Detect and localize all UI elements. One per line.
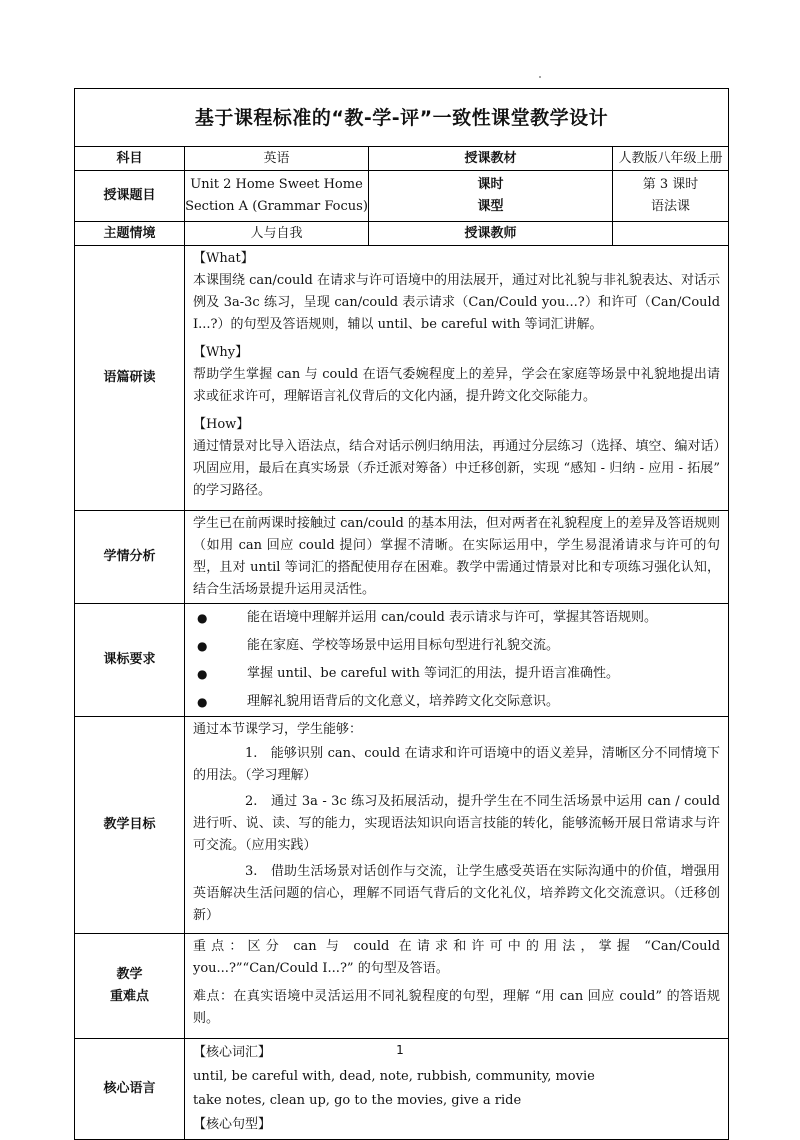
what-heading: 【What】 [193,251,254,266]
analysis-content [185,246,729,511]
scan-dot [539,76,541,78]
period-type-label [369,171,613,222]
keypoints-content [185,934,729,1039]
topic-value [185,171,369,222]
topic-label: 授课题目 [75,171,185,222]
topic-line-1: Unit 2 Home Sweet Home [190,177,363,192]
topic-line-2: Section A (Grammar Focus) [185,199,368,214]
standards-item: ● 能在家庭、学校等场景中运用目标句型进行礼貌交流。 [193,632,720,660]
standards-item: ● 能在语境中理解并运用 can/could 表示请求与许可，掌握其答语规则。 [193,604,720,632]
vocab-heading: 【核心词汇】 [193,1045,272,1060]
period-type-value [613,171,729,222]
subject-label: 科目 [75,147,185,171]
objective-item: 1. 能够识别 can、could 在请求和许可语境中的语义差异，清晰区分不同情境下的用法。（学习理解） [193,746,721,783]
standards-list [185,604,729,717]
keypoints-label [75,934,185,1039]
textbook-label: 授课教材 [369,147,613,171]
type-label: 课型 [477,199,504,214]
objective-item: 3. 借助生活场景对话创作与交流，让学生感受英语在实际沟通中的价值，增强用英语解决生活问题的信心，理解不同语气背后的文化礼仪，培养跨文化交流意识。（迁移创新） [193,864,721,923]
bullet-icon: ● [197,695,208,709]
teacher-label: 授课教师 [369,222,613,246]
page-number: 1 [396,1043,404,1057]
difficult-point-text: 难点：在真实语境中灵活运用不同礼貌程度的句型，理解 “用 can 回应 could” 的答语规则。 [193,989,721,1026]
theme-value: 人与自我 [185,222,369,246]
page-title: 基于课程标准的“教-学-评”一致性课堂教学设计 [75,89,729,147]
language-label: 核心语言 [75,1039,185,1140]
vocab-line: until, be careful with, dead, note, rubbish, community, movie [193,1069,595,1084]
objectives-label: 教学目标 [75,717,185,934]
objectives-intro: 通过本节课学习，学生能够： [193,722,363,737]
teacher-value [613,222,729,246]
what-text: 本课围绕 can/could 在请求与许可语境中的用法展开，通过对比礼貌与非礼貌表达、对话示例及 3a-3c 练习，呈现 can/could 表示请求（Can/Could you...?）和许可（Can/Could I...?）的句型及答语规则，辅以 until、be careful with 等词汇讲解。 [193,273,721,332]
sentence-heading: 【核心句型】 [193,1117,272,1132]
standards-item: ● 掌握 until、be careful with 等词汇的用法，提升语言准确性。 [193,660,720,688]
theme-label: 主题情境 [75,222,185,246]
objectives-content [185,717,729,934]
keypoints-label-line1: 教学 [116,967,143,982]
bullet-icon: ● [197,639,208,653]
bullet-icon: ● [197,667,208,681]
period-label: 课时 [477,177,504,192]
how-text: 通过情景对比导入语法点，结合对话示例归纳用法，再通过分层练习（选择、填空、编对话）巩固应用，最后在真实场景（乔迁派对筹备）中迁移创新，实现 “感知 - 归纳 - 应用 - 拓展” 的学习路径。 [193,439,721,498]
vocab-line: take notes, clean up, go to the movies, give a ride [193,1093,522,1108]
how-heading: 【How】 [193,417,250,432]
key-point-text: 重点：区分 can 与 could 在请求和许可中的用法，掌握 “Can/Could you...?”“Can/Could I...?” 的句型及答语。 [193,939,721,976]
period-value: 第 3 课时 [642,177,699,192]
textbook-value: 人教版八年级上册 [613,147,729,171]
standards-item: ● 理解礼貌用语背后的文化意义，培养跨文化交际意识。 [193,688,720,716]
learners-text: 学生已在前两课时接触过 can/could 的基本用法，但对两者在礼貌程度上的差异及答语规则（如用 can 回应 could 提问）掌握不清晰。在实际运用中，学生易混淆请求与许可的句型，且对 until 等词汇的搭配使用存在困难。教学中需通过情景对比和专项练习强化认知，结合生活场景提升运用灵活性。 [185,511,729,604]
lesson-plan-table [74,88,729,1140]
keypoints-label-line2: 重难点 [109,989,149,1004]
type-value: 语法课 [651,199,691,214]
analysis-label: 语篇研读 [75,246,185,511]
bullet-icon: ● [197,611,208,625]
why-heading: 【Why】 [193,345,249,360]
subject-value: 英语 [185,147,369,171]
objective-item: 2. 通过 3a - 3c 练习及拓展活动，提升学生在不同生活场景中运用 can / could 进行听、说、读、写的能力，实现语法知识向语言技能的转化，能够流畅开展日常请求与许可交流。（应用实践） [193,794,721,853]
learners-label: 学情分析 [75,511,185,604]
standards-label: 课标要求 [75,604,185,717]
why-text: 帮助学生掌握 can 与 could 在语气委婉程度上的差异，学会在家庭等场景中礼貌地提出请求或征求许可，理解语言礼仪背后的文化内涵，提升跨文化交际能力。 [193,367,721,404]
